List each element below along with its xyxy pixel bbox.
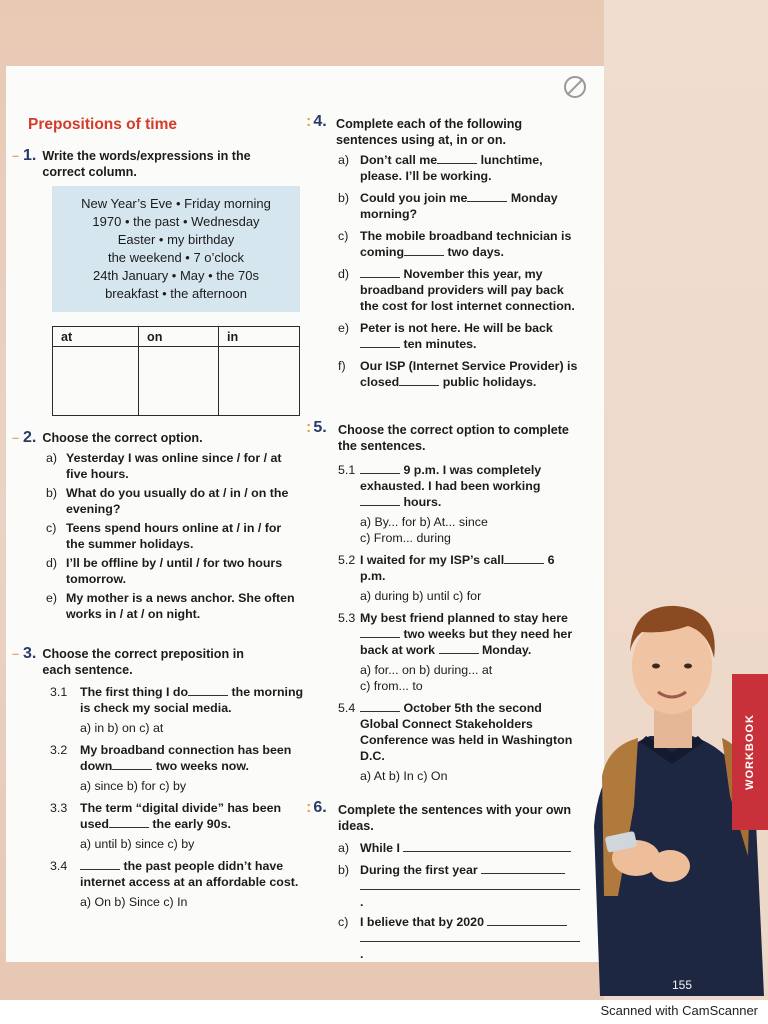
answer-blank[interactable] [188, 685, 228, 696]
list-item[interactable] [40, 450, 302, 482]
list-item[interactable] [40, 590, 302, 622]
item-label: b) [338, 863, 350, 877]
list-item[interactable] [40, 485, 302, 517]
item-label: c) [338, 229, 349, 243]
list-item[interactable]: c) I believe that by 2020 . [306, 914, 582, 962]
item-text: two weeks now. [155, 759, 249, 773]
list-item[interactable] [34, 800, 304, 852]
answer-blank[interactable] [360, 701, 400, 712]
item-text: My broadband connection has been down [80, 743, 292, 773]
item-text: My best friend planned to stay here [360, 611, 568, 625]
word-bank-line: the weekend • 7 o’clock [107, 250, 245, 265]
item-label: 3.3 [50, 801, 68, 815]
list-item[interactable] [40, 520, 302, 552]
exercise-4: : 4. Complete each of the following sentences using at, in or on. a) Don’t call me lunchtime, please. I’ll be working. b) Could you join me Monday morning? c) The mobile broadband technician is coming two days. d) November this year, my broadband providers will pay back the cost for lost internet connection. e) Peter is not here. He will be back ten minutes. f) Our ISP (Internet Service Provider) is closed public holidays. [306, 113, 578, 389]
item-text: Peter is not here. He will be back [360, 321, 553, 335]
item-label: 3.4 [50, 859, 68, 873]
answer-blank[interactable] [360, 337, 400, 348]
answer-blank[interactable] [399, 375, 439, 386]
scanner-footer [0, 1000, 768, 1024]
answer-blank[interactable] [360, 495, 400, 506]
item-text: the early 90s. [152, 817, 231, 831]
answer-blank[interactable] [404, 245, 444, 256]
item-text: I waited for my ISP’s call [360, 553, 505, 567]
answer-blank[interactable] [109, 817, 149, 828]
list-item[interactable] [40, 555, 302, 587]
scanner-watermark: Scanned with CamScanner [600, 1003, 758, 1018]
workbook-tab-label: WORKBOOK [744, 714, 757, 790]
exercise-number: 1. [23, 147, 37, 164]
page-title: Prepositions of time [28, 116, 177, 133]
item-text: What do you usually do at / in / on the evening? [66, 486, 289, 516]
exercise-2: – 2. Choose the correct option. a) Yesterday I was online since / for / at five hours. b) What do you usually do at / in / on the evening? c) Teens spend hours online at / in / for the summer holidays. d) I’ll be offline by / until / for two hours tomorrow. e) My mother is a news anchor. She often works in / at / on night. [12, 430, 302, 622]
exercise-number: 3. [23, 645, 37, 662]
item-label: 3.2 [50, 743, 68, 757]
answer-blank[interactable] [437, 153, 477, 164]
answer-blank[interactable] [504, 553, 544, 564]
item-text: During the first year [360, 863, 478, 877]
item-text: Monday. [481, 643, 532, 657]
item-text: hours. [403, 495, 442, 509]
item-options: a) until b) since c) by [80, 837, 195, 851]
exercise-5: : 5. Choose the correct option to complete the sentences. 5.1 9 p.m. I was completely exhausted. I had been working hours. a) By... for b) At... since c) From... during 5.2 I waited for my ISP’s call 6 p.m. a) during b) until c) for 5.3 My best friend planned to stay here two weeks but they need her back at work Monday. a) for... on b) during... at c) from... to 5.4 October 5th the second Global Connect Stakeholders Conference was held in Washington D.C. a) At b) In c) On [306, 422, 578, 784]
item-label: b) [46, 486, 58, 500]
answer-blank[interactable] [112, 759, 152, 770]
list-item[interactable] [306, 228, 578, 260]
item-options: c) from... to [360, 679, 423, 693]
item-options: a) in b) on c) at [80, 721, 164, 735]
answer-line[interactable] [360, 879, 580, 890]
item-text: 9 p.m. I was completely exhausted. I had been working [360, 463, 542, 493]
item-text: Our ISP (Internet Service Provider) is closed [360, 359, 578, 389]
exercise-6: : 6. Complete the sentences with your own ideas. a) While I b) During the first year . c) I believe that by 2020 . [306, 802, 582, 962]
list-item[interactable] [306, 190, 578, 222]
exercise-instruction: Write the words/expressions in the correct column. [42, 149, 251, 179]
item-text: Could you join me [360, 191, 468, 205]
word-bank-line: New Year’s Eve • Friday morning [81, 196, 271, 211]
item-text: Don’t call me [360, 153, 438, 167]
answer-blank[interactable] [467, 191, 507, 202]
exercise-1: – 1. Write the words/expressions in the correct column. [12, 148, 302, 180]
column-header-at: at [53, 327, 139, 347]
item-text: October 5th the second Global Connect Stakeholders Conference was held in Washington D.C. [360, 701, 573, 763]
item-text: Monday morning? [360, 191, 558, 221]
column-header-in: in [219, 327, 300, 347]
item-options: a) since b) for c) by [80, 779, 187, 793]
exercise-instruction: Choose the correct preposition in each sentence. [42, 647, 244, 677]
list-item[interactable] [34, 858, 304, 910]
word-bank-line: 24th January • May • the 70s [93, 268, 259, 283]
item-label: 3.1 [50, 685, 68, 699]
item-label: 5.2 [338, 553, 356, 567]
exercise-instruction: Complete each of the following sentences using at, in or on. [336, 117, 523, 147]
exercise-number: 4. [313, 113, 327, 130]
item-options: a) during b) until c) for [360, 589, 482, 603]
item-text: ten minutes. [403, 337, 477, 351]
item-text: Yesterday I was online since / for / at five hours. [66, 451, 282, 481]
answer-blank[interactable] [360, 627, 400, 638]
item-label: c) [46, 521, 57, 535]
answer-blank[interactable] [80, 859, 120, 870]
item-text: the morning is check my social media. [80, 685, 304, 715]
item-label: e) [338, 321, 350, 335]
workbook-tab[interactable] [732, 674, 768, 830]
list-item[interactable] [34, 742, 304, 794]
list-item[interactable] [306, 320, 578, 352]
item-options: a) for... on b) during... at [360, 663, 493, 677]
item-options: a) By... for b) At... since [360, 515, 488, 529]
item-text: Teens spend hours online at / in / for the summer holidays. [66, 521, 282, 551]
item-text: I’ll be offline by / until / for two hours tomorrow. [66, 556, 283, 586]
word-bank-line: breakfast • the afternoon [105, 286, 247, 301]
item-text: The first thing I do [80, 685, 189, 699]
page-number: 155 [672, 978, 693, 992]
list-item[interactable] [306, 552, 578, 604]
answer-line[interactable] [360, 931, 580, 942]
item-text: The mobile broadband technician is coming [360, 229, 572, 259]
item-label: 5.4 [338, 701, 356, 715]
item-label: f) [338, 359, 346, 373]
exercise-instruction: Complete the sentences with your own ideas. [338, 803, 572, 833]
item-options: a) On b) Since c) In [80, 895, 188, 909]
answer-table [52, 326, 300, 416]
answer-cell-at[interactable] [53, 347, 139, 416]
item-label: a) [46, 451, 58, 465]
exercise-number: 5. [313, 419, 327, 436]
item-text: the past people didn’t have internet access at an affordable cost. [80, 859, 299, 889]
list-item[interactable] [306, 700, 578, 784]
item-label: c) [338, 915, 349, 929]
item-text: lunchtime, please. I’ll be working. [360, 153, 543, 183]
item-label: b) [338, 191, 350, 205]
answer-line[interactable] [481, 863, 565, 874]
answer-blank[interactable] [439, 643, 479, 654]
exercise-3: – 3. Choose the correct preposition in each sentence. 3.1 The first thing I do the morning is check my social media. a) in b) on c) at 3.2 My broadband connection has been down two weeks now. a) since b) for c) by 3.3 The term “digital divide” has been used the early 90s. a) until b) since c) by 3.4 the past people didn’t have internet access at an affordable cost. a) On b) Since c) In [12, 645, 304, 909]
exercise-number: 6. [313, 799, 327, 816]
item-label: d) [46, 556, 58, 570]
list-item[interactable] [306, 152, 578, 184]
answer-line[interactable] [403, 841, 571, 852]
answer-cell-on[interactable] [139, 347, 219, 416]
item-label: 5.1 [338, 463, 356, 477]
list-item[interactable] [306, 840, 582, 856]
list-item[interactable] [34, 684, 304, 736]
item-text: My mother is a news anchor. She often works in / at / on night. [66, 591, 295, 621]
no-entry-icon [564, 76, 586, 98]
item-text: two weeks but they need her back at work [360, 627, 573, 657]
column-header-on: on [139, 327, 219, 347]
list-item[interactable] [306, 610, 578, 694]
item-text: 6 p.m. [360, 553, 555, 583]
answer-blank[interactable] [360, 267, 400, 278]
item-label: e) [46, 591, 58, 605]
item-text: I believe that by 2020 [360, 915, 484, 929]
item-label: a) [338, 153, 350, 167]
item-label: 5.3 [338, 611, 356, 625]
item-text: November this year, my broadband providers will pay back the cost for lost internet connection. [360, 267, 575, 313]
item-label: d) [338, 267, 350, 281]
word-bank-line: Easter • my birthday [117, 232, 235, 247]
exercise-number: 2. [23, 429, 37, 446]
list-item[interactable] [306, 358, 578, 390]
answer-cell-in[interactable] [219, 347, 300, 416]
item-text: The term “digital divide” has been used [80, 801, 282, 831]
item-text: While I [360, 841, 400, 855]
item-text: two days. [447, 245, 504, 259]
item-options: c) From... during [360, 531, 451, 545]
word-bank [52, 186, 300, 312]
list-item[interactable]: b) During the first year . [306, 862, 582, 910]
answer-line[interactable] [487, 915, 567, 926]
exercise-instruction: Choose the correct option to complete the sentences. [338, 423, 569, 453]
list-item[interactable] [306, 462, 578, 546]
list-item[interactable] [306, 266, 578, 314]
item-options: a) At b) In c) On [360, 769, 448, 783]
answer-blank[interactable] [360, 463, 400, 474]
exercise-instruction: Choose the correct option. [42, 431, 203, 445]
item-text: public holidays. [442, 375, 537, 389]
item-label: a) [338, 841, 350, 855]
word-bank-line: 1970 • the past • Wednesday [92, 214, 260, 229]
